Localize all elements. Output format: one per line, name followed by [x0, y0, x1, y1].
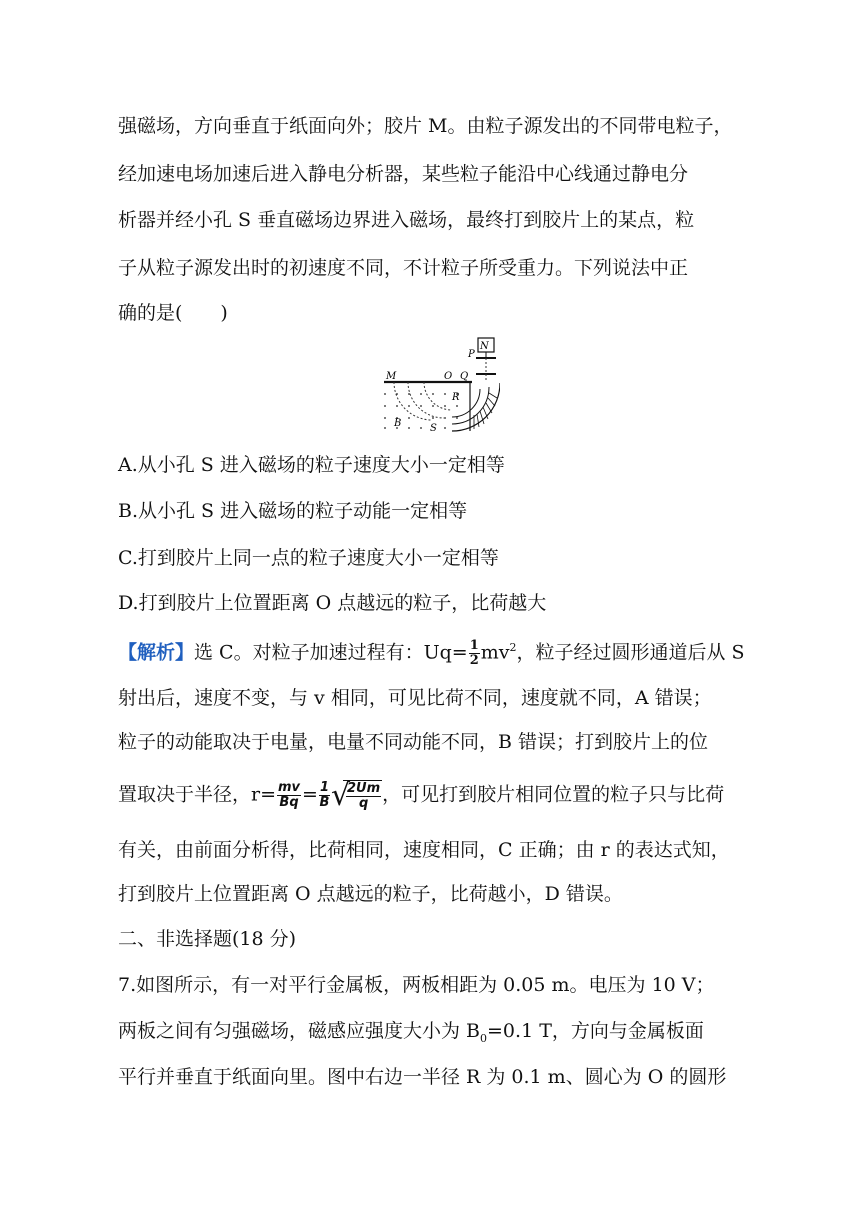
b-denominator: B [319, 794, 330, 810]
radicand-denominator: q [358, 795, 369, 811]
half-denominator: 2 [469, 652, 479, 668]
stem-line-5: 确的是( ) [118, 302, 228, 324]
stem-line-3: 析器并经小孔 S 垂直磁场边界进入磁场，最终打到胶片上的某点，粒 [118, 209, 695, 231]
q7-line-3: 平行并垂直于纸面向里。图中右边一半径 R 为 0.1 m、圆心为 O 的圆形 [118, 1066, 727, 1088]
solution-line-1 [118, 634, 745, 668]
solution-line-5: 有关，由前面分析得，比荷相同，速度相同，C 正确；由 r 的表达式知， [118, 839, 730, 861]
solution-line-3: 粒子的动能取决于电量，电量不同动能不同，B 错误；打到胶片上的位 [118, 731, 709, 753]
stem-line-1: 强磁场，方向垂直于纸面向外；胶片 M。由粒子源发出的不同带电粒子， [118, 115, 733, 137]
label-m: M [386, 371, 397, 382]
mass-spectrometer-diagram [380, 334, 500, 434]
solution-line-2: 射出后，速度不变，与 v 相同，可见比荷不同，速度就不同，A 错误； [118, 687, 712, 709]
q7-text-2: 两板之间有匀强磁场，磁感应强度大小为 B [118, 1020, 481, 1042]
radical-sign-icon: √ [331, 778, 351, 813]
solution-line-4 [118, 780, 724, 811]
mv-exponent: 2 [509, 641, 517, 654]
label-q: Q [460, 371, 469, 382]
label-p: P [468, 349, 475, 360]
solution-text-4b: ，可见打到胶片相同位置的粒子只与比荷 [382, 783, 725, 806]
b0-subscript: 0 [480, 1031, 488, 1045]
solution-text-1b: ，粒子经过圆形通道后从 S [516, 641, 745, 664]
label-b: B [394, 418, 402, 429]
bq-denominator: Bq [279, 794, 299, 810]
option-b: B.从小孔 S 进入磁场的粒子动能一定相等 [118, 500, 468, 522]
option-c: C.打到胶片上同一点的粒子速度大小一定相等 [118, 547, 499, 569]
option-a: A.从小孔 S 进入磁场的粒子速度大小一定相等 [118, 454, 505, 476]
mv-term: mv [480, 641, 510, 664]
option-d: D.打到胶片上位置距离 O 点越远的粒子，比荷越大 [118, 592, 547, 614]
radicand-fraction [346, 782, 381, 811]
q7-text-2b: =0.1 T，方向与金属板面 [487, 1020, 704, 1042]
stem-line-2: 经加速电场加速后进入静电分析器，某些粒子能沿中心线通过静电分 [118, 163, 689, 185]
equals-sign: = [302, 783, 318, 806]
section-heading: 二、非选择题(18 分) [118, 928, 297, 950]
mass-spectrometer-figure [380, 334, 500, 434]
one-numerator: 1 [319, 779, 330, 795]
half-numerator: 1 [469, 637, 479, 653]
half-fraction [469, 639, 480, 668]
mv-over-bq [277, 781, 301, 810]
solution-text-1: 选 C。对粒子加速过程有：Uq= [194, 641, 468, 664]
label-n: N [480, 341, 489, 352]
stem-line-4: 子从粒子源发出时的初速度不同，不计粒子所受重力。下列说法中正 [118, 257, 689, 279]
mv-numerator: mv [278, 779, 301, 795]
label-r: R [452, 392, 460, 403]
radicand-numerator: 2Um [347, 780, 381, 796]
one-over-b [319, 781, 330, 810]
q7-line-2 [118, 1017, 704, 1053]
label-o: O [444, 371, 453, 382]
q7-line-1: 7.如图所示，有一对平行金属板，两板相距为 0.05 m。电压为 10 V； [118, 974, 715, 996]
solution-tag: 【解析】 [118, 641, 195, 664]
square-root [331, 780, 382, 811]
solution-text-4: 置取决于半径，r= [118, 783, 277, 806]
solution-line-6: 打到胶片上位置距离 O 点越远的粒子，比荷越小，D 错误。 [118, 883, 623, 905]
label-s: S [430, 423, 437, 434]
